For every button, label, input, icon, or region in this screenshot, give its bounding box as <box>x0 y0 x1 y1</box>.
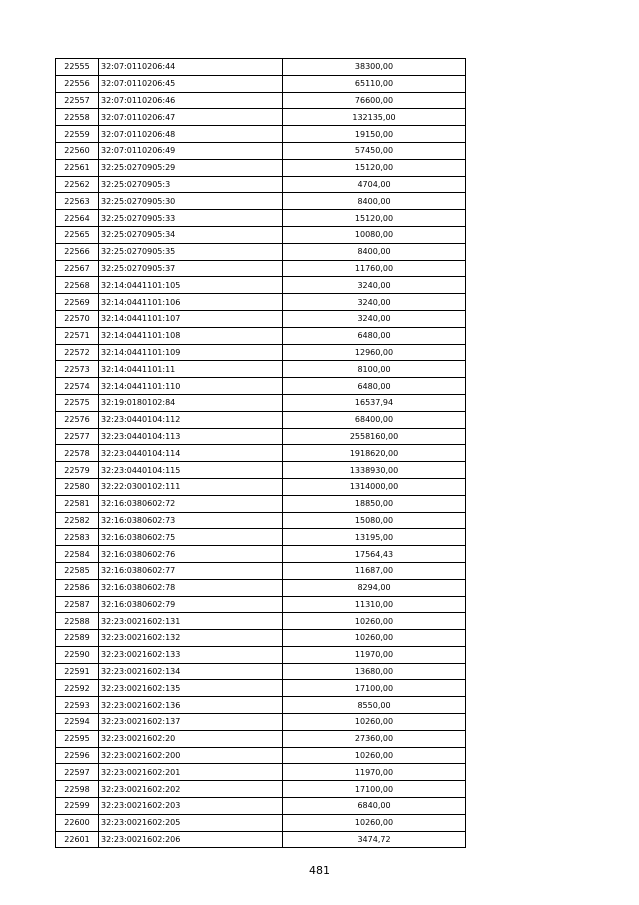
table-row <box>56 478 466 495</box>
value-cell: 13680,00 <box>283 663 466 680</box>
value-cell: 12960,00 <box>283 344 466 361</box>
value-cell: 13195,00 <box>283 529 466 546</box>
row-number-cell: 22583 <box>56 529 99 546</box>
cadastral-number-cell: 32:14:0441101:11 <box>99 361 283 378</box>
row-number-cell: 22572 <box>56 344 99 361</box>
row-number-cell: 22589 <box>56 630 99 647</box>
cadastral-number-cell: 32:16:0380602:79 <box>99 596 283 613</box>
table-row <box>56 59 466 76</box>
table-row <box>56 310 466 327</box>
table-row <box>56 798 466 815</box>
cadastral-number-cell: 32:23:0021602:201 <box>99 764 283 781</box>
row-number-cell: 22587 <box>56 596 99 613</box>
table-row <box>56 344 466 361</box>
value-cell: 15120,00 <box>283 159 466 176</box>
row-number-cell: 22570 <box>56 310 99 327</box>
row-number-cell: 22564 <box>56 210 99 227</box>
table-row <box>56 764 466 781</box>
table-row <box>56 226 466 243</box>
row-number-cell: 22576 <box>56 411 99 428</box>
table-row <box>56 445 466 462</box>
row-number-cell: 22581 <box>56 495 99 512</box>
value-cell: 10080,00 <box>283 226 466 243</box>
row-number-cell: 22601 <box>56 831 99 848</box>
table-row <box>56 613 466 630</box>
value-cell: 6480,00 <box>283 378 466 395</box>
value-cell: 10260,00 <box>283 747 466 764</box>
value-cell: 6480,00 <box>283 327 466 344</box>
cadastral-number-cell: 32:07:0110206:49 <box>99 142 283 159</box>
value-cell: 15120,00 <box>283 210 466 227</box>
cadastral-number-cell: 32:22:0300102:111 <box>99 478 283 495</box>
table-row <box>56 831 466 848</box>
table-row <box>56 378 466 395</box>
row-number-cell: 22575 <box>56 394 99 411</box>
cadastral-number-cell: 32:25:0270905:35 <box>99 243 283 260</box>
cadastral-number-cell: 32:16:0380602:73 <box>99 512 283 529</box>
cadastral-number-cell: 32:23:0440104:112 <box>99 411 283 428</box>
value-cell: 57450,00 <box>283 142 466 159</box>
value-cell: 11687,00 <box>283 562 466 579</box>
table-row <box>56 243 466 260</box>
table-row <box>56 109 466 126</box>
value-cell: 8400,00 <box>283 193 466 210</box>
table-row <box>56 294 466 311</box>
row-number-cell: 22595 <box>56 730 99 747</box>
row-number-cell: 22588 <box>56 613 99 630</box>
value-cell: 8294,00 <box>283 579 466 596</box>
cadastral-number-cell: 32:23:0021602:137 <box>99 714 283 731</box>
cadastral-number-cell: 32:23:0021602:20 <box>99 730 283 747</box>
table-row <box>56 462 466 479</box>
table-row <box>56 562 466 579</box>
table-row <box>56 126 466 143</box>
table-row <box>56 361 466 378</box>
row-number-cell: 22580 <box>56 478 99 495</box>
cadastral-number-cell: 32:25:0270905:33 <box>99 210 283 227</box>
table-row <box>56 546 466 563</box>
cadastral-number-cell: 32:23:0021602:133 <box>99 646 283 663</box>
table-row <box>56 327 466 344</box>
value-cell: 3474,72 <box>283 831 466 848</box>
row-number-cell: 22598 <box>56 781 99 798</box>
table-row <box>56 680 466 697</box>
value-cell: 10260,00 <box>283 714 466 731</box>
value-cell: 27360,00 <box>283 730 466 747</box>
value-cell: 17100,00 <box>283 781 466 798</box>
table-row <box>56 630 466 647</box>
table-row <box>56 142 466 159</box>
cadastral-number-cell: 32:23:0021602:136 <box>99 697 283 714</box>
table-row <box>56 411 466 428</box>
table-row <box>56 646 466 663</box>
page-number: 481 <box>309 864 330 877</box>
row-number-cell: 22558 <box>56 109 99 126</box>
cadastral-number-cell: 32:16:0380602:76 <box>99 546 283 563</box>
table-row <box>56 512 466 529</box>
value-cell: 3240,00 <box>283 310 466 327</box>
cadastral-number-cell: 32:25:0270905:30 <box>99 193 283 210</box>
cadastral-number-cell: 32:23:0021602:134 <box>99 663 283 680</box>
value-cell: 1314000,00 <box>283 478 466 495</box>
cadastral-number-cell: 32:16:0380602:72 <box>99 495 283 512</box>
value-cell: 11760,00 <box>283 260 466 277</box>
row-number-cell: 22585 <box>56 562 99 579</box>
cadastral-value-table <box>55 58 466 848</box>
table-row <box>56 210 466 227</box>
cadastral-number-cell: 32:25:0270905:29 <box>99 159 283 176</box>
cadastral-number-cell: 32:23:0021602:202 <box>99 781 283 798</box>
table-row <box>56 495 466 512</box>
cadastral-number-cell: 32:16:0380602:75 <box>99 529 283 546</box>
row-number-cell: 22590 <box>56 646 99 663</box>
table-row <box>56 428 466 445</box>
cadastral-number-cell: 32:14:0441101:106 <box>99 294 283 311</box>
cadastral-number-cell: 32:07:0110206:46 <box>99 92 283 109</box>
cadastral-number-cell: 32:23:0021602:203 <box>99 798 283 815</box>
value-cell: 1918620,00 <box>283 445 466 462</box>
value-cell: 18850,00 <box>283 495 466 512</box>
value-cell: 132135,00 <box>283 109 466 126</box>
table-row <box>56 277 466 294</box>
row-number-cell: 22567 <box>56 260 99 277</box>
value-cell: 10260,00 <box>283 613 466 630</box>
row-number-cell: 22556 <box>56 75 99 92</box>
cadastral-number-cell: 32:14:0441101:110 <box>99 378 283 395</box>
row-number-cell: 22586 <box>56 579 99 596</box>
cadastral-number-cell: 32:23:0021602:135 <box>99 680 283 697</box>
cadastral-number-cell: 32:23:0440104:115 <box>99 462 283 479</box>
cadastral-number-cell: 32:14:0441101:105 <box>99 277 283 294</box>
row-number-cell: 22560 <box>56 142 99 159</box>
row-number-cell: 22555 <box>56 59 99 76</box>
cadastral-number-cell: 32:23:0021602:206 <box>99 831 283 848</box>
table-row <box>56 260 466 277</box>
value-cell: 8400,00 <box>283 243 466 260</box>
row-number-cell: 22566 <box>56 243 99 260</box>
cadastral-number-cell: 32:23:0021602:200 <box>99 747 283 764</box>
table-row <box>56 663 466 680</box>
cadastral-number-cell: 32:07:0110206:44 <box>99 59 283 76</box>
cadastral-number-cell: 32:16:0380602:78 <box>99 579 283 596</box>
cadastral-number-cell: 32:25:0270905:37 <box>99 260 283 277</box>
cadastral-number-cell: 32:07:0110206:48 <box>99 126 283 143</box>
row-number-cell: 22592 <box>56 680 99 697</box>
row-number-cell: 22582 <box>56 512 99 529</box>
row-number-cell: 22593 <box>56 697 99 714</box>
row-number-cell: 22559 <box>56 126 99 143</box>
cadastral-number-cell: 32:07:0110206:45 <box>99 75 283 92</box>
row-number-cell: 22596 <box>56 747 99 764</box>
value-cell: 15080,00 <box>283 512 466 529</box>
row-number-cell: 22594 <box>56 714 99 731</box>
row-number-cell: 22578 <box>56 445 99 462</box>
cadastral-number-cell: 32:23:0021602:131 <box>99 613 283 630</box>
value-cell: 19150,00 <box>283 126 466 143</box>
value-cell: 16537,94 <box>283 394 466 411</box>
value-cell: 68400,00 <box>283 411 466 428</box>
row-number-cell: 22574 <box>56 378 99 395</box>
row-number-cell: 22561 <box>56 159 99 176</box>
cadastral-number-cell: 32:25:0270905:3 <box>99 176 283 193</box>
table-row <box>56 579 466 596</box>
row-number-cell: 22569 <box>56 294 99 311</box>
row-number-cell: 22579 <box>56 462 99 479</box>
table-row <box>56 714 466 731</box>
cadastral-number-cell: 32:16:0380602:77 <box>99 562 283 579</box>
value-cell: 11970,00 <box>283 646 466 663</box>
table-row <box>56 781 466 798</box>
value-cell: 65110,00 <box>283 75 466 92</box>
table-row <box>56 747 466 764</box>
row-number-cell: 22562 <box>56 176 99 193</box>
cadastral-number-cell: 32:25:0270905:34 <box>99 226 283 243</box>
value-cell: 11310,00 <box>283 596 466 613</box>
row-number-cell: 22573 <box>56 361 99 378</box>
table-row <box>56 176 466 193</box>
value-cell: 1338930,00 <box>283 462 466 479</box>
cadastral-number-cell: 32:14:0441101:109 <box>99 344 283 361</box>
table-row <box>56 697 466 714</box>
table-row <box>56 596 466 613</box>
value-cell: 6840,00 <box>283 798 466 815</box>
cadastral-number-cell: 32:07:0110206:47 <box>99 109 283 126</box>
row-number-cell: 22577 <box>56 428 99 445</box>
value-cell: 4704,00 <box>283 176 466 193</box>
row-number-cell: 22563 <box>56 193 99 210</box>
table-body <box>56 59 466 848</box>
row-number-cell: 22565 <box>56 226 99 243</box>
value-cell: 11970,00 <box>283 764 466 781</box>
row-number-cell: 22591 <box>56 663 99 680</box>
value-cell: 2558160,00 <box>283 428 466 445</box>
value-cell: 8100,00 <box>283 361 466 378</box>
row-number-cell: 22571 <box>56 327 99 344</box>
cadastral-number-cell: 32:23:0440104:114 <box>99 445 283 462</box>
table-row <box>56 529 466 546</box>
value-cell: 3240,00 <box>283 277 466 294</box>
value-cell: 76600,00 <box>283 92 466 109</box>
table-row <box>56 75 466 92</box>
row-number-cell: 22597 <box>56 764 99 781</box>
value-cell: 10260,00 <box>283 814 466 831</box>
value-cell: 10260,00 <box>283 630 466 647</box>
table-row <box>56 394 466 411</box>
value-cell: 38300,00 <box>283 59 466 76</box>
cadastral-number-cell: 32:14:0441101:107 <box>99 310 283 327</box>
table-row <box>56 814 466 831</box>
row-number-cell: 22584 <box>56 546 99 563</box>
cadastral-number-cell: 32:19:0180102:84 <box>99 394 283 411</box>
row-number-cell: 22557 <box>56 92 99 109</box>
table-row <box>56 159 466 176</box>
cadastral-number-cell: 32:14:0441101:108 <box>99 327 283 344</box>
value-cell: 8550,00 <box>283 697 466 714</box>
value-cell: 17100,00 <box>283 680 466 697</box>
cadastral-number-cell: 32:23:0021602:205 <box>99 814 283 831</box>
row-number-cell: 22599 <box>56 798 99 815</box>
value-cell: 3240,00 <box>283 294 466 311</box>
cadastral-number-cell: 32:23:0021602:132 <box>99 630 283 647</box>
value-cell: 17564,43 <box>283 546 466 563</box>
cadastral-number-cell: 32:23:0440104:113 <box>99 428 283 445</box>
row-number-cell: 22600 <box>56 814 99 831</box>
table-row <box>56 193 466 210</box>
row-number-cell: 22568 <box>56 277 99 294</box>
table-row <box>56 730 466 747</box>
table-row <box>56 92 466 109</box>
